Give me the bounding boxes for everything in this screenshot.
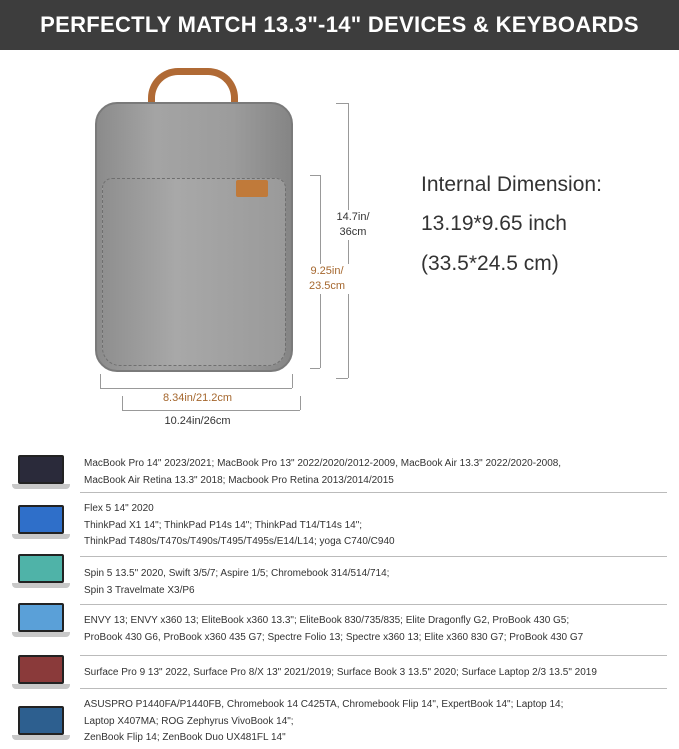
device-line: Spin 3 Travelmate X3/P6 [84,584,195,596]
laptop-screen [18,706,64,735]
laptop-base [12,534,70,539]
device-line: ASUSPRO P1440FA/P1440FB, Chromebook 14 C425TA, Chromebook Flip 14", ExpertBook 14"; Laptop 14; [84,699,564,710]
bag-leather-tag [236,180,268,197]
inner-height-cm: 23.5cm [308,280,346,292]
device-line: MacBook Pro 14" 2023/2021; MacBook Pro 13" 2022/2020/2012-2009, MacBook Air 13.3" 2022/2020-2008, [84,458,562,469]
laptop-base [12,484,70,489]
device-line: ThinkPad T480s/T470s/T490s/T495/T495s/E14/L14; yoga C740/C940 [84,536,395,547]
inner-height-in: 9.25in/ [310,265,344,277]
internal-dimension-inch: 13.19*9.65 inch [421,212,567,235]
device-line: Surface Pro 9 13" 2022, Surface Pro 8/X 13" 2021/2019; Surface Book 3 13.5" 2020; Surface Laptop 2/3 13.5" 2019 [84,667,597,678]
dim-tick [122,396,123,410]
inner-height-label [302,264,352,294]
laptop-base [12,684,70,689]
laptop-screen [18,655,64,684]
device-line: ThinkPad X1 14"; ThinkPad P14s 14"; ThinkPad T14/T14s 14"; [84,519,363,531]
outer-height-label [328,210,378,240]
dim-tick [100,374,101,388]
row-divider [80,492,667,493]
outer-height-line [348,103,349,378]
dim-tick [336,103,348,104]
banner-title: PERFECTLY MATCH 13.3"-14" DEVICES & KEYBOARDS [0,0,679,50]
laptop-thumbnail [12,455,70,491]
laptop-thumbnail [12,554,70,590]
device-list-row [84,613,583,646]
laptop-base [12,632,70,637]
dim-tick [300,396,301,410]
bag-front-pocket [102,178,286,366]
device-list-row [84,665,597,682]
dim-tick [336,378,348,379]
outer-width-line [122,410,300,411]
device-list-row [84,501,395,551]
laptop-thumbnail [12,655,70,691]
device-line: ProBook 430 G6, ProBook x360 435 G7; Spectre Folio 13; Spectre x360 13; Elite x360 830 G7; ProBook 430 G7 [84,631,584,643]
row-divider [80,655,667,656]
outer-width-label: 10.24in/26cm [164,415,231,427]
laptop-screen [18,455,64,484]
laptop-screen [18,603,64,632]
device-line: ZenBook Flip 14; ZenBook Duo UX481FL 14" [84,732,286,743]
dim-tick [310,175,320,176]
dim-tick [310,368,320,369]
internal-dimension-cm: (33.5*24.5 cm) [421,252,559,275]
device-list-row [84,697,563,747]
device-list-row [84,456,561,489]
internal-dimension-label: Internal Dimension: [421,173,602,196]
laptop-base [12,583,70,588]
outer-height-in: 14.7in/ [336,211,370,223]
device-line: Laptop X407MA; ROG Zephyrus VivoBook 14"; [84,715,294,727]
row-divider [80,556,667,557]
laptop-thumbnail [12,706,70,742]
row-divider [80,688,667,689]
laptop-thumbnail [12,603,70,639]
outer-height-cm: 36cm [339,226,367,238]
laptop-thumbnail [12,505,70,541]
device-list-row [84,566,389,599]
device-line: MacBook Air Retina 13.3" 2018; Macbook Pro Retina 2013/2014/2015 [84,474,394,486]
laptop-screen [18,505,64,534]
row-divider [80,604,667,605]
laptop-screen [18,554,64,583]
inner-width-label: 8.34in/21.2cm [162,392,233,404]
device-line: Spin 5 13.5" 2020, Swift 3/5/7; Aspire 1/5; Chromebook 314/514/714; [84,568,390,579]
device-line: Flex 5 14" 2020 [84,503,154,514]
inner-width-line [100,388,292,389]
device-line: ENVY 13; ENVY x360 13; EliteBook x360 13.3"; EliteBook 830/735/835; Elite Dragonfly G2, ProBook 430 G5; [84,615,570,626]
dim-tick [292,374,293,388]
laptop-base [12,735,70,740]
